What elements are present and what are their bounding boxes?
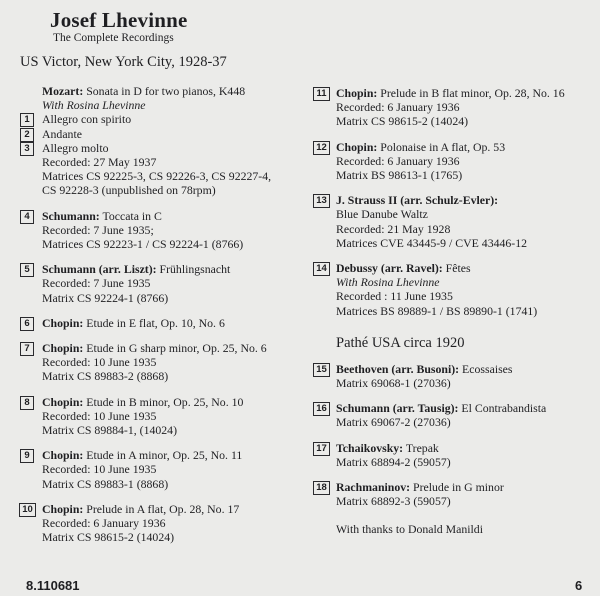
performer-note: With Rosina Lhevinne — [336, 275, 440, 290]
work-title: Ecossaises — [459, 361, 513, 376]
track-entry — [20, 502, 310, 545]
recording-date: Recorded: 10 June 1935 — [42, 355, 157, 370]
work-title: Etude in E flat, Op. 10, No. 6 — [83, 315, 225, 330]
matrix-info: Matrix 68894-2 (59057) — [336, 454, 451, 469]
track-number: 14 — [313, 262, 330, 276]
track-entry — [314, 86, 594, 129]
recording-date: Recorded: 10 June 1935 — [42, 408, 157, 423]
track-entry — [20, 395, 310, 438]
track-number: 17 — [313, 442, 330, 456]
composer: Mozart: — [42, 84, 84, 98]
recording-date: Recorded: 27 May 1937 — [42, 155, 157, 170]
left-column — [20, 84, 310, 544]
work-title: Sonata in D for two pianos, K448 — [83, 84, 246, 98]
track-entry-mozart — [20, 84, 310, 112]
composer: Schumann (arr. Tausig): — [336, 401, 459, 416]
track-entry — [20, 209, 310, 252]
matrix-info: Matrix CS 92224-1 (8766) — [42, 290, 169, 305]
track-number: 13 — [313, 194, 330, 208]
page-title: Josef Lhevinne — [50, 8, 188, 32]
track-entry — [20, 262, 310, 305]
composer: Chopin: — [42, 315, 84, 330]
composer: Beethoven (arr. Busoni): — [336, 361, 460, 376]
track-number: 2 — [20, 128, 34, 142]
track-number: 8 — [20, 396, 34, 410]
recording-date: Recorded: 6 January 1936 — [336, 100, 460, 115]
composer: Tchaikovsky: — [336, 440, 404, 455]
matrix-info: Matrices CS 92223-1 / CS 92224-1 (8766) — [42, 237, 244, 252]
performer-note: With Rosina Lhevinne — [42, 98, 146, 113]
matrix-info: Matrix CS 98615-2 (14024) — [42, 530, 175, 545]
track-number: 1 — [20, 113, 34, 127]
work-title: Prelude in G minor — [410, 480, 504, 495]
composer: Chopin: — [42, 448, 84, 463]
track-entry — [314, 401, 594, 429]
movement-title: Andante — [42, 126, 82, 141]
work-title: Etude in B minor, Op. 25, No. 10 — [83, 394, 244, 409]
track-number: 6 — [20, 317, 34, 331]
page-subtitle: The Complete Recordings — [53, 32, 174, 44]
recording-date: Recorded: 21 May 1928 — [336, 221, 451, 236]
section-heading-pathe: Pathé USA circa 1920 — [336, 334, 465, 351]
matrix-info: Matrix CS 89884-1, (14024) — [42, 423, 178, 438]
track-entry — [20, 141, 310, 198]
work-title: Prelude in A flat, Op. 28, No. 17 — [83, 501, 240, 516]
matrix-info: CS 92228-3 (unpublished on 78rpm) — [42, 183, 216, 198]
work-title: Blue Danube Waltz — [336, 207, 428, 222]
recording-date: Recorded: 6 January 1936 — [336, 153, 460, 168]
track-number: 16 — [313, 402, 330, 416]
track-number: 10 — [19, 503, 36, 517]
movement-title: Allegro con spirito — [42, 112, 132, 127]
matrix-info: Matrices BS 89889-1 / BS 89890-1 (1741) — [336, 303, 538, 318]
right-column — [314, 86, 594, 537]
track-number: 7 — [20, 342, 34, 356]
page-number: 6 — [575, 578, 583, 593]
track-number: 3 — [20, 142, 34, 156]
track-number: 11 — [313, 87, 330, 101]
track-number: 5 — [20, 263, 34, 277]
recording-date: Recorded: 6 January 1936 — [42, 516, 166, 531]
composer: Rachmaninov: — [336, 480, 411, 495]
track-entry — [20, 127, 310, 141]
composer: Schumann (arr. Liszt): — [42, 262, 157, 277]
work-title: El Contrabandista — [458, 401, 547, 416]
track-entry — [20, 112, 310, 126]
work-title: Trepak — [403, 440, 439, 455]
track-entry — [314, 480, 594, 508]
work-title: Toccata in C — [99, 208, 162, 223]
track-entry — [20, 316, 310, 330]
track-entry — [20, 448, 310, 491]
work-title: Polonaise in A flat, Op. 53 — [377, 139, 506, 154]
composer: Chopin: — [42, 394, 84, 409]
catalog-number: 8.110681 — [26, 578, 80, 593]
composer: Chopin: — [42, 501, 84, 516]
matrix-info: Matrices CVE 43445-9 / CVE 43446-12 — [336, 235, 528, 250]
track-entry — [314, 441, 594, 469]
matrix-info: Matrix CS 89883-2 (8868) — [42, 369, 169, 384]
work-title: Etude in A minor, Op. 25, No. 11 — [83, 448, 243, 463]
work-title: Etude in G sharp minor, Op. 25, No. 6 — [83, 341, 267, 356]
track-entry — [20, 341, 310, 384]
composer: Schumann: — [42, 208, 100, 223]
track-entry — [314, 261, 594, 318]
track-number: 4 — [20, 210, 34, 224]
movement-title: Allegro molto — [42, 140, 109, 155]
recording-date: Recorded: 10 June 1935 — [42, 462, 157, 477]
track-number: 15 — [313, 363, 330, 377]
track-entry — [314, 140, 594, 183]
section-heading-victor: US Victor, New York City, 1928-37 — [20, 54, 227, 70]
composer: Chopin: — [42, 341, 84, 356]
matrix-info: Matrix BS 98613-1 (1765) — [336, 168, 463, 183]
composer: Chopin: — [336, 139, 378, 154]
matrix-info: Matrix 68892-3 (59057) — [336, 494, 451, 509]
matrix-info: Matrix 69067-2 (27036) — [336, 415, 451, 430]
composer: Chopin: — [336, 86, 378, 100]
track-entry — [314, 362, 594, 390]
matrix-info: Matrix CS 89883-1 (8868) — [42, 476, 169, 491]
matrix-info: Matrix CS 98615-2 (14024) — [336, 114, 469, 129]
recording-date: Recorded : 11 June 1935 — [336, 289, 453, 304]
recording-date: Recorded: 7 June 1935 — [42, 276, 151, 291]
matrix-info: Matrices CS 92225-3, CS 92226-3, CS 92227-4, — [42, 169, 272, 184]
track-number: 9 — [20, 449, 34, 463]
thanks-note: With thanks to Donald Manildi — [336, 522, 483, 537]
track-number: 12 — [313, 141, 330, 155]
track-number: 18 — [313, 481, 330, 495]
track-entry — [314, 193, 594, 250]
work-title: Prelude in B flat minor, Op. 28, No. 16 — [377, 86, 565, 100]
matrix-info: Matrix 69068-1 (27036) — [336, 376, 451, 391]
composer: J. Strauss II (arr. Schulz-Evler): — [336, 193, 499, 208]
recording-date: Recorded: 7 June 1935; — [42, 222, 154, 237]
composer: Debussy (arr. Ravel): — [336, 261, 443, 276]
work-title: Frühlingsnacht — [156, 262, 231, 277]
work-title: Fêtes — [442, 261, 471, 276]
